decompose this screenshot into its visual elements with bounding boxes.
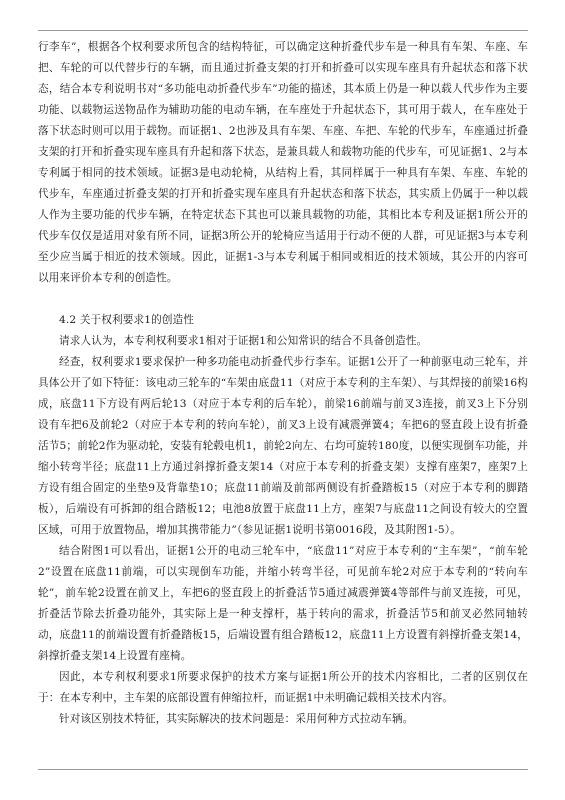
paragraph-request: 请求人认为，本专利权利要求1相对于证据1和公知常识的结合不具备创造性。	[59, 335, 428, 347]
bottom-rule	[38, 769, 528, 770]
paragraph-problem: 针对该区别技术特征，其实际解决的技术问题是：采用何种方式拉动车辆。	[59, 713, 414, 725]
section-heading: 4.2 关于权利要求1的创造性	[59, 314, 195, 326]
paragraph-review: 经查，权利要求1要求保护一种多功能电动折叠代步行李车。证据1公开了一种前驱电动三轮车，并具体公开了如下特征：该电动三轮车的“车架由底盘11（对应于本专利的主车架）、与其焊接的前梁16构成，底盘11下方设有两后轮13（对应于本专利的后车轮），前梁16前端与前叉3连接，前叉3上下分别设有车把6及前轮2（对应于本专利的转向车轮），前叉3上设有减震弹簧4；车把6的竖直段上设有折叠活节5；前轮2作为驱动轮，安装有轮毂电机1，前轮2向左、右均可旋转180度，以便实现倒车功能，并缩小转弯半径；底盘11上方通过斜撑折叠支架14（对应于本专利的折叠支架）支撑有座架7，座架7上方设有组合固定的坐垫9及背靠垫10；底盘11前端及前部两侧设有折叠踏板15（对应于本专利的脚踏板），后端设有可拆卸的组合踏板12；电池8放置于底盘11上方，座架7与底盘11之间设有较大的空置区域，可用于放置物品，增加其携带能力”（参见证据1说明书第0016段，及其附图1-5）。	[38, 356, 528, 536]
paragraph-difference: 因此，本专利权利要求1所要求保护的技术方案与证据1所公开的技术内容相比，二者的区别仅在于：在本专利中，主车架的底部设置有伸缩拉杆，而证据1中未明确记载相关技术内容。	[38, 671, 528, 704]
paragraph-gap	[38, 289, 528, 310]
top-rule	[38, 30, 528, 31]
paragraph-intro: 行李车”，根据各个权利要求所包含的结构特征，可以确定这种折叠代步车是一种具有车架、车座、车把、车轮的可以代替步行的车辆，而且通过折叠支架的打开和折叠可以实现车座具有升起状态和落下状态，结合本专利说明书对“多功能电动折叠代步车”功能的描述，其本质上仍是一种以载人代步作为主要功能、以载物运送物品作为辅助功能的电动车辆，在车座处于升起状态下，其可用于载人，在车座处于落下状态时则可以用于载物。而证据1、2也涉及具有车架、车座、车把、车轮的代步车，车座通过折叠支架的打开和折叠实现车座具有升起和落下状态，是兼具载人和载物功能的代步车，可见证据1、2与本专利属于相同的技术领域。证据3是电动轮椅，从结构上看，其同样属于一种具有车架、车座、车轮的代步车，车座通过折叠支架的打开和折叠实现车座具有升起状态和落下状态，其实质上仍属于一种以载人作为主要功能的代步车辆，在特定状态下其也可以兼具载物的功能，其相比本专利及证据1所公开的代步车仅仅是适用对象有所不同，证据3所公开的轮椅应当适用于行动不便的人群，可见证据3与本专利至少应当属于相近的技术领域。因此，证据1-3与本专利属于相同或相近的技术领域，其公开的内容可以用来评价本专利的创造性。	[38, 41, 528, 284]
document-body	[38, 37, 528, 730]
paragraph-compare: 结合附图1可以看出，证据1公开的电动三轮车中，“底盘11”对应于本专利的“主车架”，“前车轮2”设置在底盘11前端，可以实现倒车功能，并缩小转弯半径，可见前车轮2对应于本专利的“转向车轮”，前车轮2设置在前叉上，车把6的竖直段上的折叠活节5通过减震弹簧4等部件与前叉连接，可见，折叠活节除去折叠功能外，其实际上是一种支撑杆，基于转向的需求，折叠活节5和前叉必然同轴转动，底盘11的前端设置有折叠踏板15，后端设置有组合踏板12，底盘11上方设置有斜撑折叠支架14，斜撑折叠支架14上设置有座椅。	[38, 545, 528, 662]
